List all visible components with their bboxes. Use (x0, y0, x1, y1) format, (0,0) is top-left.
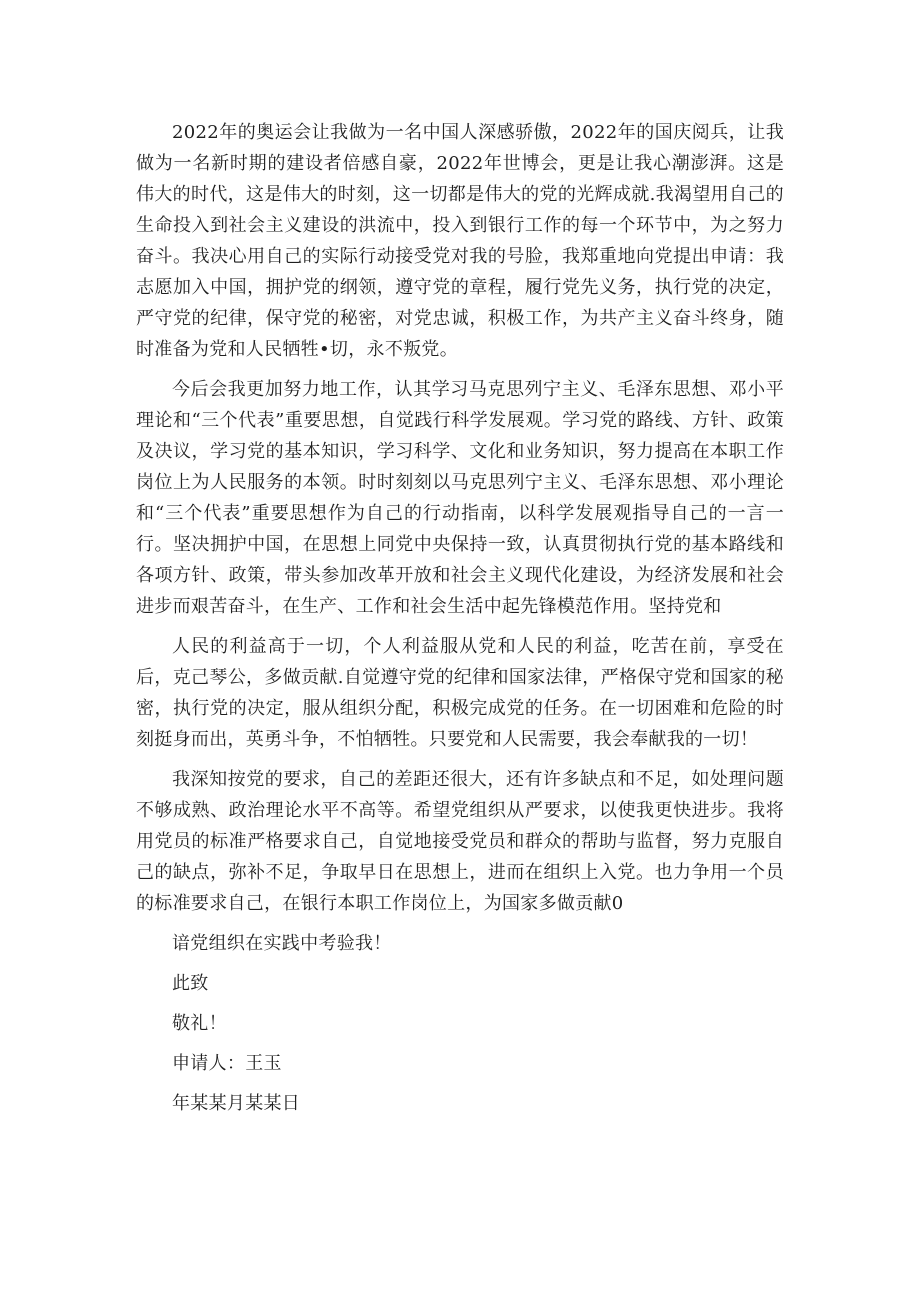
closing-salutation-2: 敬礼！ (172, 1013, 227, 1034)
paragraph-2: 今后会我更加努力地工作，认其学习马克思列宁主义、毛泽东思想、邓小平理论和“三个代表”重要思想，自觉践行科学发展观。学习党的路线、方针、政策及决议，学习党的基本知识，学习科学、文化和业务知识，努力提高在本职工作岗位上为人民服务的本领。时时刻刻以马克思列宁主义、毛泽东思想、邓小理论和“三个代表”重要思想作为自己的行动指南，以科学发展观指导自己的一言一行。坚决拥护中国，在思想上同党中央保持一致，认真贯彻执行党的基本路线和各项方针、政策，带头参加改革开放和社会主义现代化建设，为经济发展和社会进步而艰苦奋斗，在生产、工作和社会生活中起先锋模范作用。坚持党和 (136, 379, 784, 617)
paragraph-1: 2022年的奥运会让我做为一名中国人深感骄傲，2022年的国庆阅兵，让我做为一名新时期的建设者倍感自豪，2022年世博会，更是让我心潮澎湃。这是伟大的时代，这是伟大的时刻，这一切都是伟大的党的光辉成就.我渴望用自己的生命投入到社会主义建设的洪流中，投入到银行工作的每一个环节中，为之努力奋斗。我决心用自己的实际行动接受党对我的号脸，我郑重地向党提出申请：我志愿加入中国，拥护党的纲领，遵守党的章程，履行党先义务，执行党的决定，严守党的纪律，保守党的秘密，对党忠诚，积极工作，为共产主义奋斗终身，随时准备为党和人民牺牲•切，永不叛党。 (136, 122, 784, 360)
closing-request: 谙党组织在实践中考验我！ (172, 933, 392, 954)
closing-salutation-1: 此致 (172, 973, 209, 994)
applicant-signature: 申请人：王玉 (172, 1053, 282, 1074)
letter-body (136, 117, 784, 1128)
paragraph-3: 人民的利益高于一切，个人利益服从党和人民的利益，吃苦在前，享受在后，克己琴公，多做贡献.自觉遵守党的纪律和国家法律，严格保守党和国家的秘密，执行党的决定，服从组织分配，积极完成党的任务。在一切困难和危险的时刻挺身而出，英勇斗争，不怕牺牲。只要党和人民需要，我会奉献我的一切！ (136, 636, 784, 750)
letter-date: 年某某月某某日 (172, 1093, 301, 1114)
paragraph-4: 我深知按党的要求，自己的差距还很大，还有许多缺点和不足，如处理问题不够成熟、政治理论水平不高等。希望党组织从严要求，以使我更快进步。我将用党员的标准严格要求自己，自觉地接受党员和群众的帮助与监督，努力克服自己的缺点，弥补不足，争取早日在思想上，进而在组织上入党。也力争用一个员的标准要求自己，在银行本职工作岗位上，为国家多做贡献0 (136, 769, 784, 914)
